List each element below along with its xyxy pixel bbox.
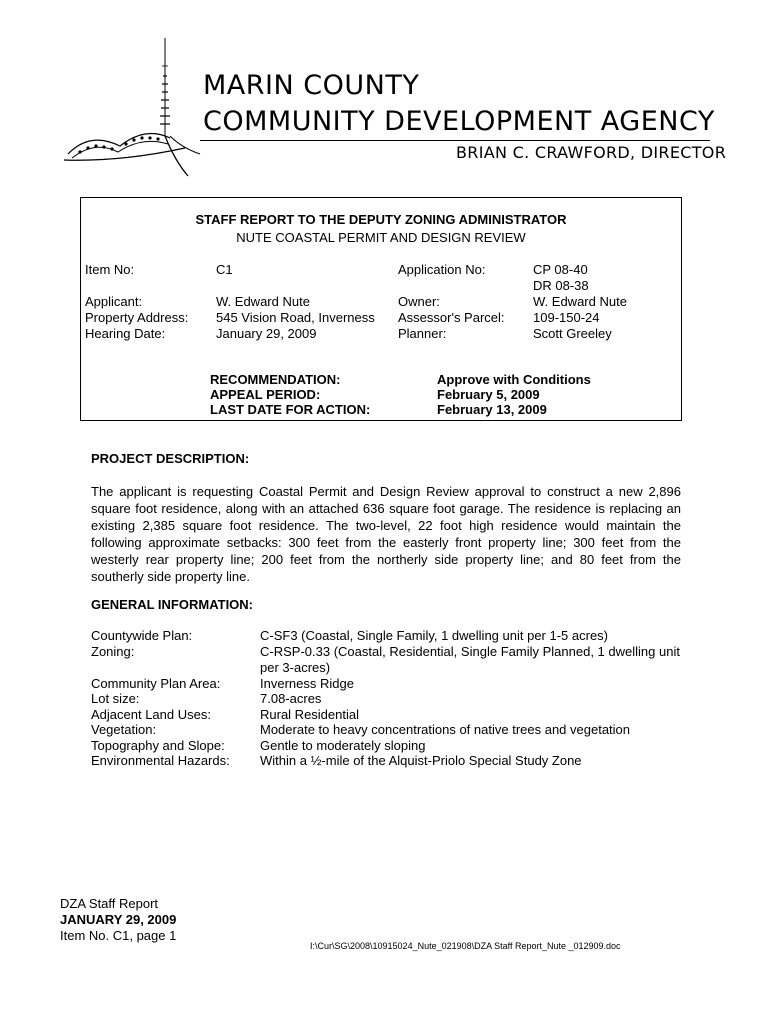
hearing-value: January 29, 2009 bbox=[216, 326, 317, 341]
property-label: Property Address: bbox=[85, 310, 189, 325]
hearing-label: Hearing Date: bbox=[85, 326, 166, 341]
footer-file-path: I:\Cur\SG\2008\10915024_Nute_021908\DZA Staff Report_Nute _012909.doc bbox=[310, 941, 621, 951]
application-value-dr: DR 08-38 bbox=[533, 278, 589, 293]
countywide-plan-value: C-SF3 (Coastal, Single Family, 1 dwelling unit per 1-5 acres) bbox=[260, 628, 609, 643]
director-name: BRIAN C. CRAWFORD, DIRECTOR bbox=[456, 143, 727, 162]
planner-label: Planner: bbox=[398, 326, 447, 341]
header-rule bbox=[200, 140, 710, 141]
item-label: Item No: bbox=[85, 262, 135, 277]
report-subtitle: NUTE COASTAL PERMIT AND DESIGN REVIEW bbox=[236, 230, 526, 245]
general-information-heading: GENERAL INFORMATION: bbox=[91, 597, 254, 612]
parcel-label: Assessor's Parcel: bbox=[398, 310, 505, 325]
property-value: 545 Vision Road, Inverness bbox=[216, 310, 375, 325]
owner-label: Owner: bbox=[398, 294, 440, 309]
countywide-plan-label: Countywide Plan: bbox=[91, 628, 193, 643]
applicant-label: Applicant: bbox=[85, 294, 143, 309]
item-value: C1 bbox=[216, 262, 233, 277]
report-title: STAFF REPORT TO THE DEPUTY ZONING ADMINISTRATOR bbox=[195, 212, 567, 227]
marin-county-logo bbox=[60, 36, 210, 181]
project-description-text: The applicant is requesting Coastal Permit and Design Review approval to construct a new 2,896 square foot residence, along with an attached 636 square foot garage. The residence is replacing an existing 2,385 square foot residence. The two-level, 22 foot high residence would maintain the following approximate setbacks: 300 feet from the easterly front property line; 300 feet from the westerly rear property line; 200 feet from the northerly side property line; and 80 feet from the southerly side property line. bbox=[91, 484, 681, 584]
zoning-value: C-RSP-0.33 (Coastal, Residential, Single Family Planned, 1 dwelling unit per 3-acres) bbox=[260, 644, 680, 675]
agency-name-line1: MARIN COUNTY bbox=[203, 70, 420, 101]
application-value-cp: CP 08-40 bbox=[533, 262, 588, 277]
parcel-value: 109-150-24 bbox=[533, 310, 600, 325]
environmental-hazards-label: Environmental Hazards: bbox=[91, 753, 230, 768]
community-plan-value: Inverness Ridge bbox=[260, 676, 354, 691]
last-date-label: LAST DATE FOR ACTION: bbox=[210, 402, 371, 417]
appeal-label: APPEAL PERIOD: bbox=[210, 387, 321, 402]
footer-date: JANUARY 29, 2009 bbox=[60, 912, 177, 927]
footer-page-info: Item No. C1, page 1 bbox=[60, 928, 177, 943]
appeal-value: February 5, 2009 bbox=[437, 387, 540, 402]
recommendation-value: Approve with Conditions bbox=[437, 372, 591, 387]
project-description-heading: PROJECT DESCRIPTION: bbox=[91, 451, 250, 466]
vegetation-value: Moderate to heavy concentrations of native trees and vegetation bbox=[260, 722, 631, 737]
footer-report-name: DZA Staff Report bbox=[60, 896, 159, 911]
adjacent-land-uses-label: Adjacent Land Uses: bbox=[91, 707, 211, 722]
report-summary-box bbox=[80, 197, 682, 421]
footer-block bbox=[60, 896, 176, 944]
topography-label: Topography and Slope: bbox=[91, 738, 225, 753]
recommendation-label: RECOMMENDATION: bbox=[210, 372, 341, 387]
lot-size-value: 7.08-acres bbox=[260, 691, 322, 706]
agency-name-line2: COMMUNITY DEVELOPMENT AGENCY bbox=[203, 106, 715, 137]
zoning-label: Zoning: bbox=[91, 644, 135, 659]
lot-size-label: Lot size: bbox=[91, 691, 140, 706]
environmental-hazards-value: Within a ½-mile of the Alquist-Priolo Special Study Zone bbox=[260, 753, 582, 768]
owner-value: W. Edward Nute bbox=[533, 294, 627, 309]
application-label: Application No: bbox=[398, 262, 486, 277]
vegetation-label: Vegetation: bbox=[91, 722, 157, 737]
last-date-value: February 13, 2009 bbox=[437, 402, 547, 417]
applicant-value: W. Edward Nute bbox=[216, 294, 310, 309]
adjacent-land-uses-value: Rural Residential bbox=[260, 707, 359, 722]
community-plan-label: Community Plan Area: bbox=[91, 676, 221, 691]
topography-value: Gentle to moderately sloping bbox=[260, 738, 426, 753]
planner-value: Scott Greeley bbox=[533, 326, 612, 341]
